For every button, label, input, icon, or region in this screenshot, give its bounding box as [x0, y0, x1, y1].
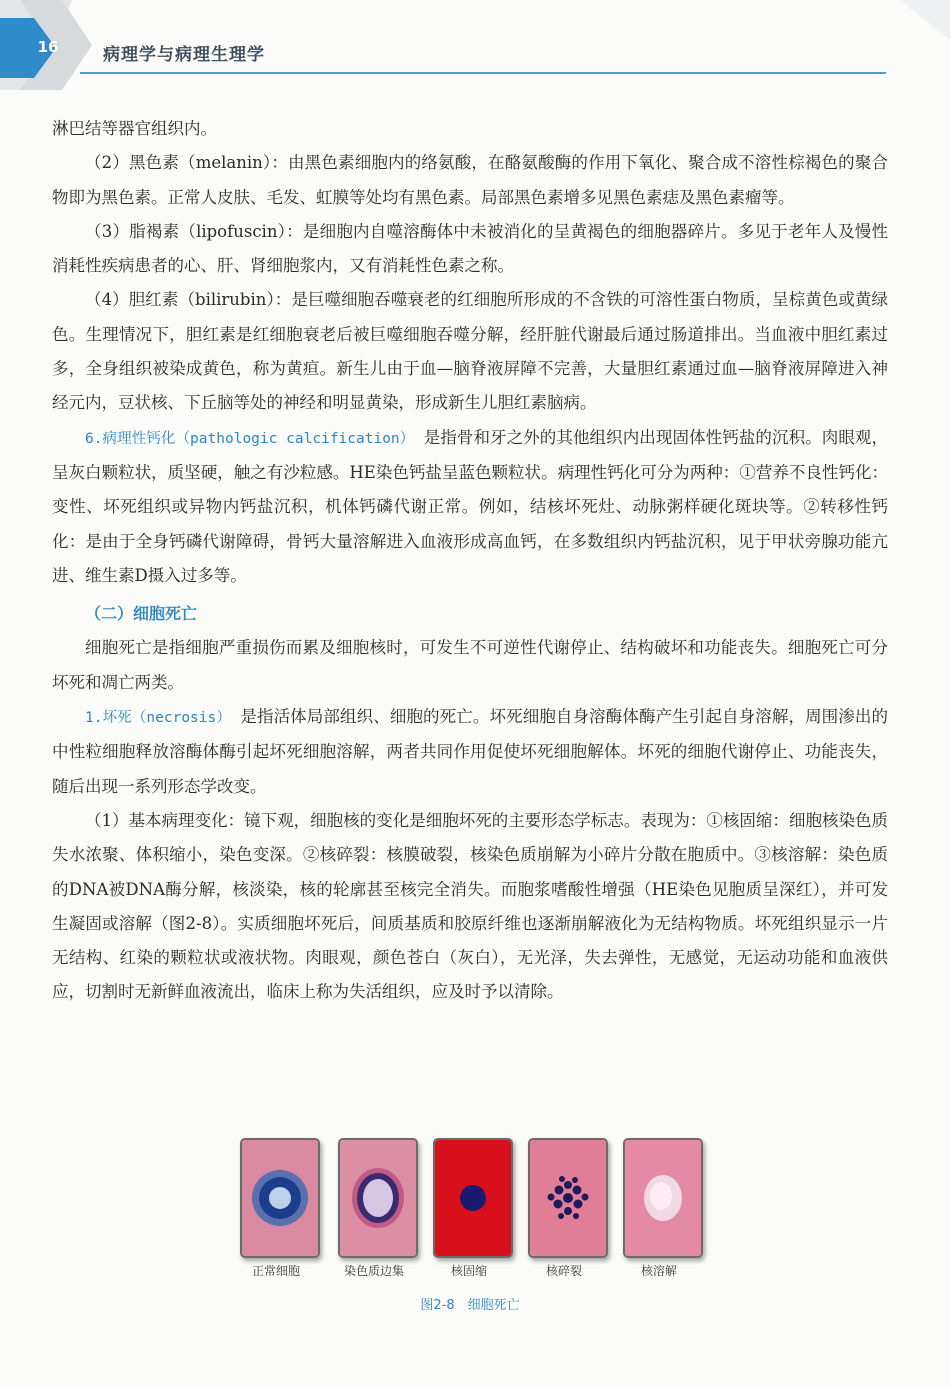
label-karyorrhexis: 核碎裂: [545, 1264, 582, 1278]
page-body: [52, 112, 888, 1010]
label-karyolysis: 核溶解: [640, 1264, 677, 1278]
page-header: [0, 0, 950, 95]
paragraph-cell-death: 细胞死亡是指细胞严重损伤而累及细胞核时，可发生不可逆性代谢停止、结构破坏和功能丧失。细胞死亡可分坏死和凋亡两类。: [52, 638, 888, 692]
karyorrhexis-image: [528, 1138, 608, 1258]
term-necrosis: 1.坏死（necrosis）: [85, 710, 224, 727]
paragraph-necrosis: [52, 700, 888, 804]
normal-cell-image: [240, 1138, 320, 1258]
page-number: 16: [37, 38, 59, 56]
paragraph-melanin: （2）黑色素（melanin）：由黑色素细胞内的络氨酸，在酪氨酸酶的作用下氧化、聚合成不溶性棕褐色的聚合物即为黑色素。正常人皮肤、毛发、虹膜等处均有黑色素。局部黑色素增多见黑色素痣及黑色素瘤等。: [52, 153, 888, 207]
term-calcification: 6.病理性钙化（pathologic calcification）: [85, 430, 408, 447]
paragraph-continuation: 淋巴结等器官组织内。: [52, 119, 217, 138]
label-chromatin-margination: 染色质边集: [343, 1264, 404, 1278]
paragraph-pathology-changes: （1）基本病理变化：镜下观，细胞核的变化是细胞坏死的主要形态学标志。表现为：①核固缩：细胞核染色质失水浓聚、体积缩小，染色变深。②核碎裂：核膜破裂，核染色质崩解为小碎片分散在胞质中。③核溶解：染色质的DNA被DNA酶分解，核淡染，核的轮廓甚至核完全消失。而胞浆嗜酸性增强（HE染色见胞质呈深红），并可发生凝固或溶解（图2-8）。实质细胞坏死后，间质基质和胶原纤维也逐渐崩解液化为无结构物质。坏死组织显示一片无结构、红染的颗粒状或液状物。肉眼观，颜色苍白（灰白），无光泽，失去弹性，无感觉，无运动功能和血液供应，切割时无新鲜血液流出，临床上称为失活组织，应及时予以清除。: [52, 810, 888, 1002]
paragraph-bilirubin: （4）胆红素（bilirubin）：是巨噬细胞吞噬衰老的红细胞所形成的不含铁的可溶性蛋白物质，呈棕黄色或黄绿色。生理情况下，胆红素是红细胞衰老后被巨噬细胞吞噬分解，经肝脏代谢最后通过肠道排出。当血液中胆红素过多，全身组织被染成黄色，称为黄疸。新生儿由于血—脑脊液屏障不完善，大量胆红素通过血—脑脊液屏障进入神经元内，豆状核、下丘脑等处的神经和明显黄染，形成新生儿胆红素脑病。: [52, 290, 888, 413]
label-normal-cell: 正常细胞: [251, 1264, 300, 1278]
calcification-text: 是指骨和牙之外的其他组织内出现固体性钙盐的沉积。肉眼观，呈灰白颗粒状，质坚硬，触之有沙粒感。HE染色钙盐呈蓝色颗粒状。病理性钙化可分为两种：①营养不良性钙化：变性、坏死组织或异物内钙盐沉积，机体钙磷代谢正常。例如，结核坏死灶、动脉粥样硬化斑块等。②转移性钙化：是由于全身钙磷代谢障碍，骨钙大量溶解进入血液形成高血钙，在多数组织内钙盐沉积，见于甲状旁腺功能亢进、维生素D摄入过多等。: [52, 427, 889, 585]
figure-caption: 图2-8 细胞死亡: [420, 1298, 520, 1313]
paragraph-lipofuscin: （3）脂褐素（lipofuscin）：是细胞内自噬溶酶体中未被消化的呈黄褐色的细胞器碎片。多见于老年人及慢性消耗性疾病患者的心、肝、肾细胞浆内，又有消耗性色素之称。: [52, 221, 888, 276]
figure-cell-death: [230, 1132, 710, 1322]
section-heading: （二）细胞死亡: [85, 604, 198, 624]
running-title: 病理学与病理生理学: [103, 45, 265, 65]
label-pyknosis: 核固缩: [450, 1264, 487, 1278]
karyolysis-image: [623, 1138, 703, 1258]
section-heading-cell-death: [52, 597, 888, 631]
necrosis-text: 是指活体局部组织、细胞的死亡。坏死细胞自身溶酶体酶产生引起自身溶解，周围渗出的中性粒细胞释放溶酶体酶引起坏死细胞溶解，两者共同作用促使坏死细胞解体。坏死的细胞代谢停止、功能丧失，随后出现一系列形态学改变。: [52, 707, 889, 796]
header-rule: [80, 72, 886, 74]
chromatin-margination-image: [338, 1138, 418, 1258]
paragraph-calcification: [52, 421, 888, 593]
pyknosis-image: [433, 1138, 513, 1258]
